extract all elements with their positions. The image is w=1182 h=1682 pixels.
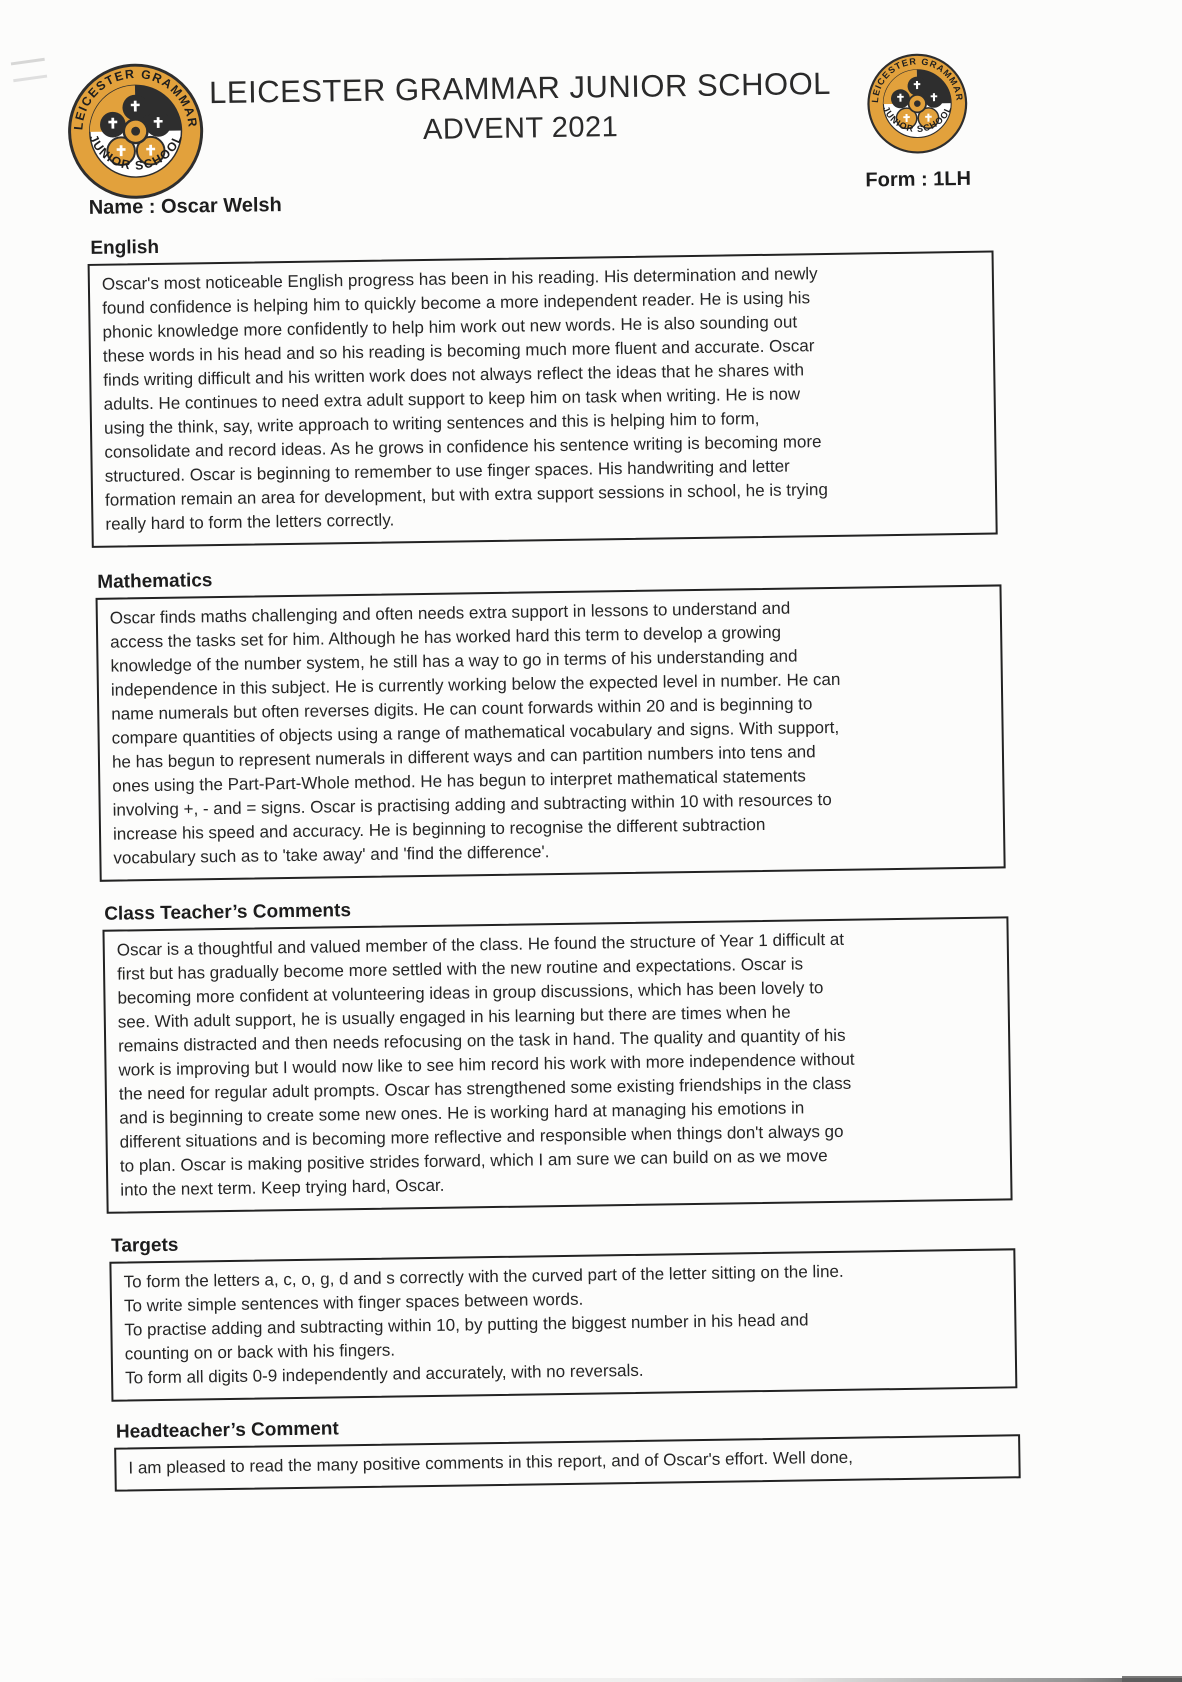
class-teacher-comment-box: Oscar is a thoughtful and valued member of the class. He found the structure of Year 1 difficult at first but has gradually become more settled with the new routine and expectations. Oscar is becoming more confident at volunteering ideas in group discussions, which has been lovely to see. With adult support, he is usually engaged in his learning but there are times when he remains distracted and then needs refocusing on the task in hand. The quality and quantity of his work is improving but I would now like to see him record his work with more independence without the need for regular adult prompts. Oscar has strengthened some existing friendships in the class and is beginning to create some new ones. He is working hard at managing his emotions in different situations and is becoming more reflective and responsible when things don't always go to plan. Oscar is making positive strides forward, which I am sure we can build on as we move into the next term. Keep trying hard, Oscar.: [102, 916, 1012, 1213]
form-label: Form : 1LH: [865, 167, 972, 192]
section-heading-headteacher: Headteacher’s Comment: [115, 1418, 339, 1443]
section-heading-english: English: [90, 236, 160, 259]
report-title: [190, 66, 851, 151]
school-badge-icon-left: [66, 61, 206, 201]
targets-box: To form the letters a, c, o, g, d and s correctly with the curved part of the letter sitting on the line. To write simple sentences with finger spaces between words. To practise adding and subtracting within 10, by putting the biggest number in his head and counting on or back with his fingers. To form all digits 0-9 independently and accurately, with no reversals.: [109, 1248, 1017, 1401]
section-heading-mathematics: Mathematics: [97, 570, 213, 593]
english-comment-box: Oscar's most noticeable English progress has been in his reading. His determination and newly found confidence is helping him to quickly become a more independent reader. He is using his phonic knowledge more confidently to help him work out new words. He is also sounding out these words in his head and so his reading is becoming much more fluent and accurate. Oscar finds writing difficult and his written work does not always reflect the ideas that he shares with adults. He continues to need extra adult support to keep him on task when writing. He is now using the think, say, write approach to writing sentences and this is helping him to form, consolidate and record ideas. As he grows in confidence his sentence writing is becoming more structured. Oscar is beginning to remember to use finger spaces. His handwriting and letter formation remain an area for development, but with extra support sessions in school, he is trying really hard to form the letters correctly.: [88, 251, 998, 548]
headteacher-comment-box: I am pleased to read the many positive comments in this report, and of Oscar's effort. Well done,: [114, 1434, 1021, 1491]
section-heading-targets: Targets: [111, 1234, 179, 1257]
scan-edge-corner: [1122, 1676, 1182, 1682]
mathematics-comment-box: Oscar finds maths challenging and often needs extra support in lessons to understand and access the tasks set for him. Although he has worked hard this term to develop a growing knowledge of the number system, he still has a way to go in terms of his understanding and independence in this subject. He is currently working below the expected level in number. He can name numerals but often reverses digits. He can count forwards within 20 and is beginning to compare quantities of objects using a range of mathematical vocabulary and signs. With support, he has begun to represent numerals in different ways and can partition numbers into tens and ones using the Part-Part-Whole method. He has begun to interpret mathematical statements involving +, - and = signs. Oscar is practising adding and subtracting within 10 with resources to increase his speed and accuracy. He is beginning to recognise the different subtraction vocabulary such as to 'take away' and 'find the difference'.: [96, 584, 1006, 881]
section-heading-class-teacher: Class Teacher’s Comments: [104, 900, 352, 925]
school-name-title: LEICESTER GRAMMAR JUNIOR SCHOOL: [208, 65, 832, 111]
scan-edge-bar: [300, 1678, 1182, 1682]
term-subtitle: ADVENT 2021: [422, 111, 619, 146]
pupil-name-label: Name : Oscar Welsh: [88, 194, 282, 219]
school-badge-icon-right: [866, 52, 970, 156]
